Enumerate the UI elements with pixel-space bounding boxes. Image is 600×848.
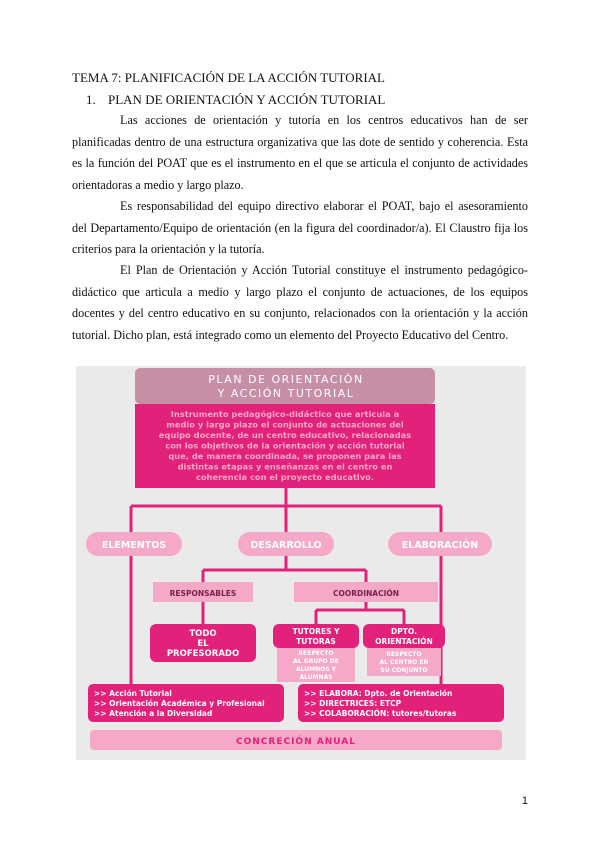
paragraph-3-text: El Plan de Orientación y Acción Tutorial constituye el instrumento pedagógico-didáctico que articula a medio y largo plazo el conjunto de actuaciones, de los equipos docentes y del centro educativo en su conjunto, relacionados con la orientación y la acción tutorial. Dicho plan, está integrado como un elemento del Proyecto Educativo del Centro. bbox=[72, 263, 528, 342]
tutores-note: ALUMNOS Y bbox=[296, 666, 336, 673]
todo-profesorado-line: EL bbox=[197, 639, 209, 649]
tutores-note: AL GRUPO DE bbox=[293, 658, 339, 665]
diagram-title-line2: Y ACCIÓN TUTORIAL bbox=[217, 387, 355, 400]
tutores-note: ALUMNAS bbox=[299, 674, 333, 681]
diagram-title-line1: PLAN DE ORIENTACIÓN bbox=[208, 373, 364, 386]
dpto-note: SU CONJUNTO bbox=[380, 667, 428, 674]
tutores-label: TUTORES Y bbox=[292, 627, 340, 636]
poat-diagram bbox=[76, 366, 526, 760]
paragraph-2 bbox=[72, 196, 528, 261]
section-heading bbox=[86, 92, 385, 108]
dpto-label: DPTO. bbox=[391, 627, 417, 636]
paragraph-1 bbox=[72, 110, 528, 196]
paragraph-3 bbox=[72, 260, 528, 346]
branch-desarrollo-label: DESARROLLO bbox=[250, 540, 322, 551]
coordinacion-label: COORDINACIÓN bbox=[332, 589, 400, 598]
annual-concretion-label: CONCRECIÓN ANUAL bbox=[236, 737, 356, 747]
dpto-note: RESPECTO bbox=[386, 651, 422, 658]
definition-line: medio y largo plazo el conjunto de actuaciones del bbox=[166, 419, 404, 430]
definition-line: coherencia con el proyecto educativo. bbox=[195, 472, 375, 482]
branch-elaboracion-label: ELABORACIÓN bbox=[401, 540, 479, 551]
definition-line: Instrumento pedagógico-didáctico que articula a bbox=[170, 409, 400, 419]
definition-line: con los objetivos de la orientación y acción tutorial bbox=[165, 440, 405, 451]
tutores-label: TUTORAS bbox=[296, 637, 336, 646]
dpto-note: AL CENTRO EN bbox=[379, 659, 429, 666]
responsables-label: RESPONSABLES bbox=[169, 589, 237, 598]
elaboration-list-item: >> COLABORACIÓN: tutores/tutoras bbox=[304, 709, 457, 718]
todo-profesorado-line: PROFESORADO bbox=[166, 649, 240, 659]
paragraph-2-text: Es responsabilidad del equipo directivo elaborar el POAT, bajo el asesoramiento del Departamento/Equipo de orientación (en la figura del coordinador/a). El Claustro fija los criterios para la orientación y la tutoría. bbox=[72, 199, 528, 256]
elaboration-list-item: >> ELABORA: Dpto. de Orientación bbox=[304, 689, 453, 698]
tutores-note: RESPECTO bbox=[298, 650, 334, 657]
definition-line: distintas etapas y enseñanzas en el centro en bbox=[177, 461, 393, 472]
branch-elementos-label: ELEMENTOS bbox=[101, 540, 167, 551]
document-topic: TEMA 7: PLANIFICACIÓN DE LA ACCIÓN TUTORIAL bbox=[72, 70, 385, 85]
dpto-label: ORIENTACIÓN bbox=[375, 637, 433, 646]
elements-list-item: >> Atención a la Diversidad bbox=[94, 709, 213, 718]
section-title: PLAN DE ORIENTACIÓN Y ACCIÓN TUTORIAL bbox=[108, 92, 386, 107]
page-number: 1 bbox=[521, 795, 528, 807]
elaboration-list-item: >> DIRECTRICES: ETCP bbox=[304, 699, 402, 708]
definition-line: que, de manera coordinada, se proponen para las bbox=[168, 451, 402, 461]
paragraph-1-text: Las acciones de orientación y tutoría en los centros educativos han de ser planificadas dentro de una estructura organizativa que las dote de sentido y coherencia. Esta es la función del POAT que es el instrumento en el que se articula el conjunto de actividades orientadoras a medio y largo plazo. bbox=[72, 113, 528, 192]
definition-line: equipo docente, de un centro educativo, relacionadas bbox=[158, 430, 412, 440]
todo-profesorado-line: TODO bbox=[189, 629, 217, 639]
elements-list-item: >> Acción Tutorial bbox=[94, 689, 172, 698]
section-number: 1. bbox=[86, 92, 96, 107]
elements-list-item: >> Orientación Académica y Profesional bbox=[94, 699, 265, 708]
